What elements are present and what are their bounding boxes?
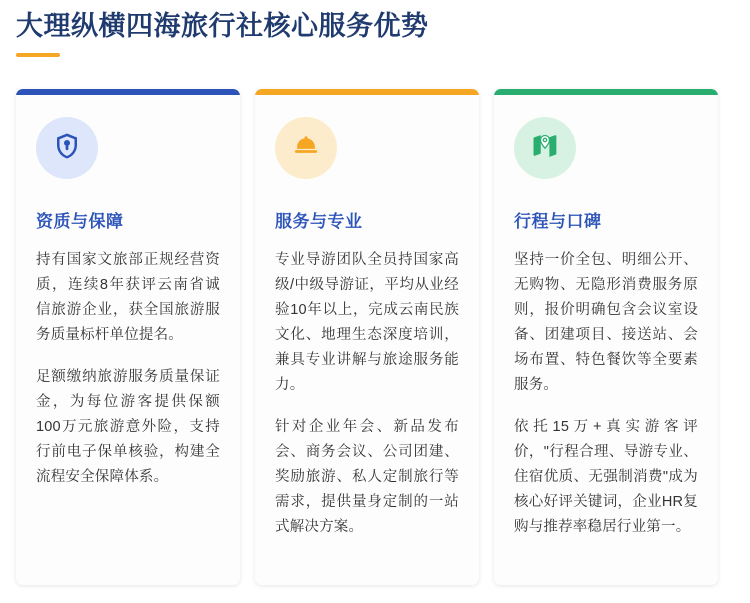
card-top-bar: [16, 89, 240, 95]
card-heading: 资质与保障: [36, 212, 124, 232]
card-itinerary-reputation: [494, 89, 718, 585]
shield-icon: [52, 131, 82, 166]
concierge-bell-icon: [291, 131, 321, 166]
card-service-professional: [255, 89, 479, 585]
card-paragraph: 足额缴纳旅游服务质量保证金，为每位游客提供保额100万元旅游意外险，支持行前电子保单核验，构建全流程安全保障体系。: [36, 369, 220, 485]
card-paragraph: 针对企业年会、新品发布会、商务会议、公司团建、奖励旅游、私人定制旅行等需求，提供量身定制的一站式解决方案。: [275, 419, 459, 535]
card-top-bar: [255, 89, 479, 95]
card-paragraph: 依托15万+真实游客评价，"行程合理、导游专业、住宿优质、无强制消费"成为核心好评关键词，企业HR复购与推荐率稳居行业第一。: [514, 419, 698, 535]
card-paragraph: 专业导游团队全员持国家高级/中级导游证，平均从业经验10年以上，完成云南民族文化、地理生态深度培训，兼具专业讲解与旅途服务能力。: [275, 252, 459, 394]
card-paragraph: 持有国家文旅部正规经营资质，连续8年获评云南省诚信旅游企业，获全国旅游服务质量标杆单位提名。: [36, 252, 220, 344]
shield-icon-wrapper: [36, 117, 98, 179]
card-heading: 服务与专业: [275, 212, 363, 232]
page-title: 大理纵横四海旅行社核心服务优势: [16, 11, 429, 41]
card-top-bar: [494, 89, 718, 95]
card-qualification-guarantee: [16, 89, 240, 585]
map-location-icon: [530, 131, 560, 166]
concierge-bell-icon-wrapper: [275, 117, 337, 179]
cards-row: [8, 57, 742, 585]
card-paragraph: 坚持一价全包、明细公开、无购物、无隐形消费服务原则，报价明确包含会议室设备、团建项目、接送站、会场布置、特色餐饮等全要素服务。: [514, 252, 698, 394]
map-location-icon-wrapper: [514, 117, 576, 179]
card-heading: 行程与口碑: [514, 212, 602, 232]
